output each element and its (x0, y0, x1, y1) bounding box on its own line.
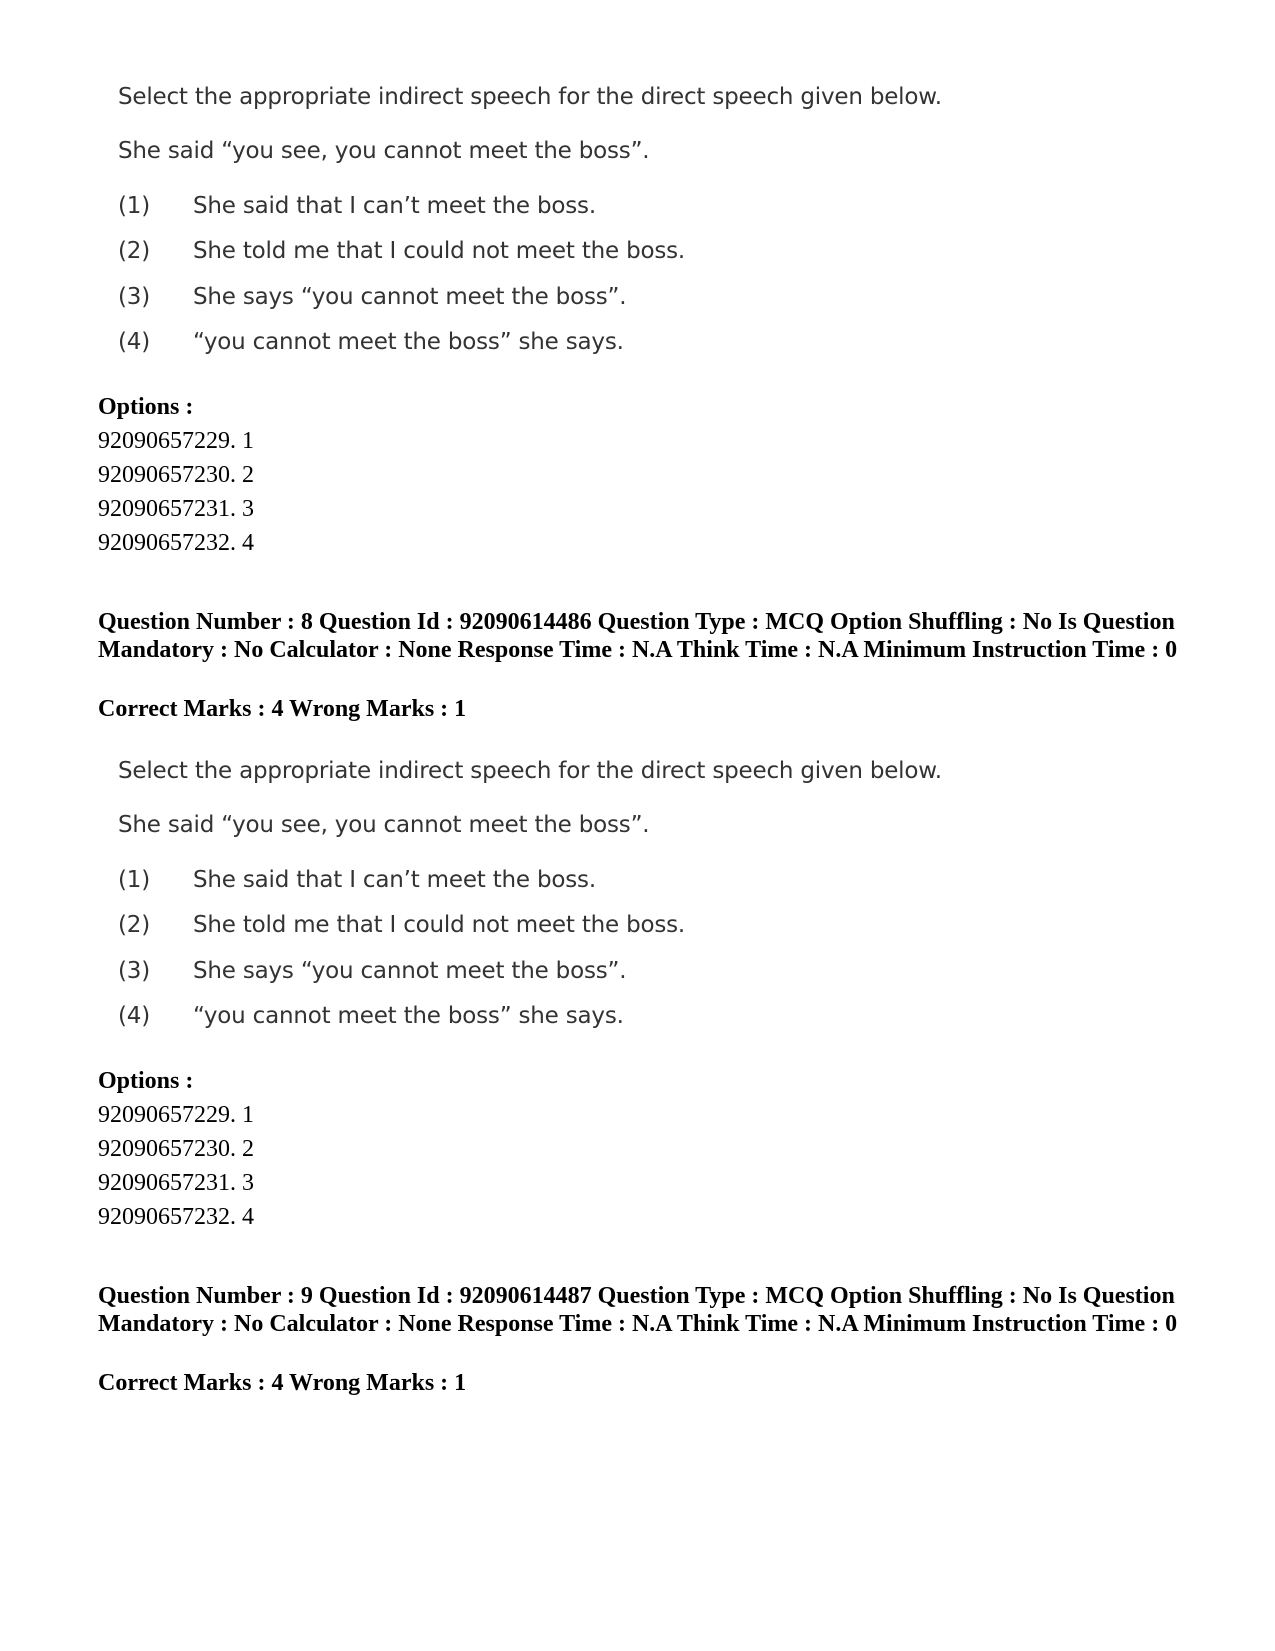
choice-3 (118, 284, 626, 310)
option-3: 92090657231. 3 (98, 496, 254, 522)
options-label: Options : (98, 1068, 194, 1094)
choice-number: (2) (118, 238, 150, 264)
option-4: 92090657232. 4 (98, 530, 254, 556)
choice-number: (4) (118, 1003, 150, 1029)
question-meta: Question Number : 9 Question Id : 92090614487 Question Type : MCQ Option Shuffling : No Is Question Mandatory : No Calculator : None Response Time : N.A Think Time : N.A Minimum Instruction Time : 0 (98, 1283, 1178, 1337)
option-1: 92090657229. 1 (98, 1102, 254, 1128)
option-3: 92090657231. 3 (98, 1170, 254, 1196)
option-1: 92090657229. 1 (98, 428, 254, 454)
choice-4 (118, 1003, 624, 1029)
choice-number: (2) (118, 912, 150, 938)
choice-text: “you cannot meet the boss” she says. (193, 1003, 624, 1029)
choice-text: She told me that I could not meet the boss. (193, 238, 686, 264)
question-marks: Correct Marks : 4 Wrong Marks : 1 (98, 1370, 467, 1396)
choice-1 (118, 193, 596, 219)
choice-number: (4) (118, 329, 150, 355)
choice-number: (1) (118, 193, 150, 219)
question-prompt: Select the appropriate indirect speech for the direct speech given below. (118, 758, 942, 784)
question-quote: She said “you see, you cannot meet the boss”. (118, 812, 650, 838)
choice-text: She told me that I could not meet the boss. (193, 912, 686, 938)
choice-text: “you cannot meet the boss” she says. (193, 329, 624, 355)
choice-number: (3) (118, 958, 150, 984)
choice-text: She said that I can’t meet the boss. (193, 193, 596, 219)
option-2: 92090657230. 2 (98, 462, 254, 488)
choice-2 (118, 912, 685, 938)
choice-text: She says “you cannot meet the boss”. (193, 958, 627, 984)
choice-3 (118, 958, 626, 984)
option-2: 92090657230. 2 (98, 1136, 254, 1162)
choice-number: (1) (118, 867, 150, 893)
choice-2 (118, 238, 685, 264)
question-prompt: Select the appropriate indirect speech for the direct speech given below. (118, 84, 942, 110)
choice-1 (118, 867, 596, 893)
choice-number: (3) (118, 284, 150, 310)
question-quote: She said “you see, you cannot meet the boss”. (118, 138, 650, 164)
option-4: 92090657232. 4 (98, 1204, 254, 1230)
question-marks: Correct Marks : 4 Wrong Marks : 1 (98, 696, 467, 722)
choice-text: She said that I can’t meet the boss. (193, 867, 596, 893)
choice-4 (118, 329, 624, 355)
options-label: Options : (98, 394, 194, 420)
choice-text: She says “you cannot meet the boss”. (193, 284, 627, 310)
question-meta: Question Number : 8 Question Id : 92090614486 Question Type : MCQ Option Shuffling : No Is Question Mandatory : No Calculator : None Response Time : N.A Think Time : N.A Minimum Instruction Time : 0 (98, 609, 1178, 663)
